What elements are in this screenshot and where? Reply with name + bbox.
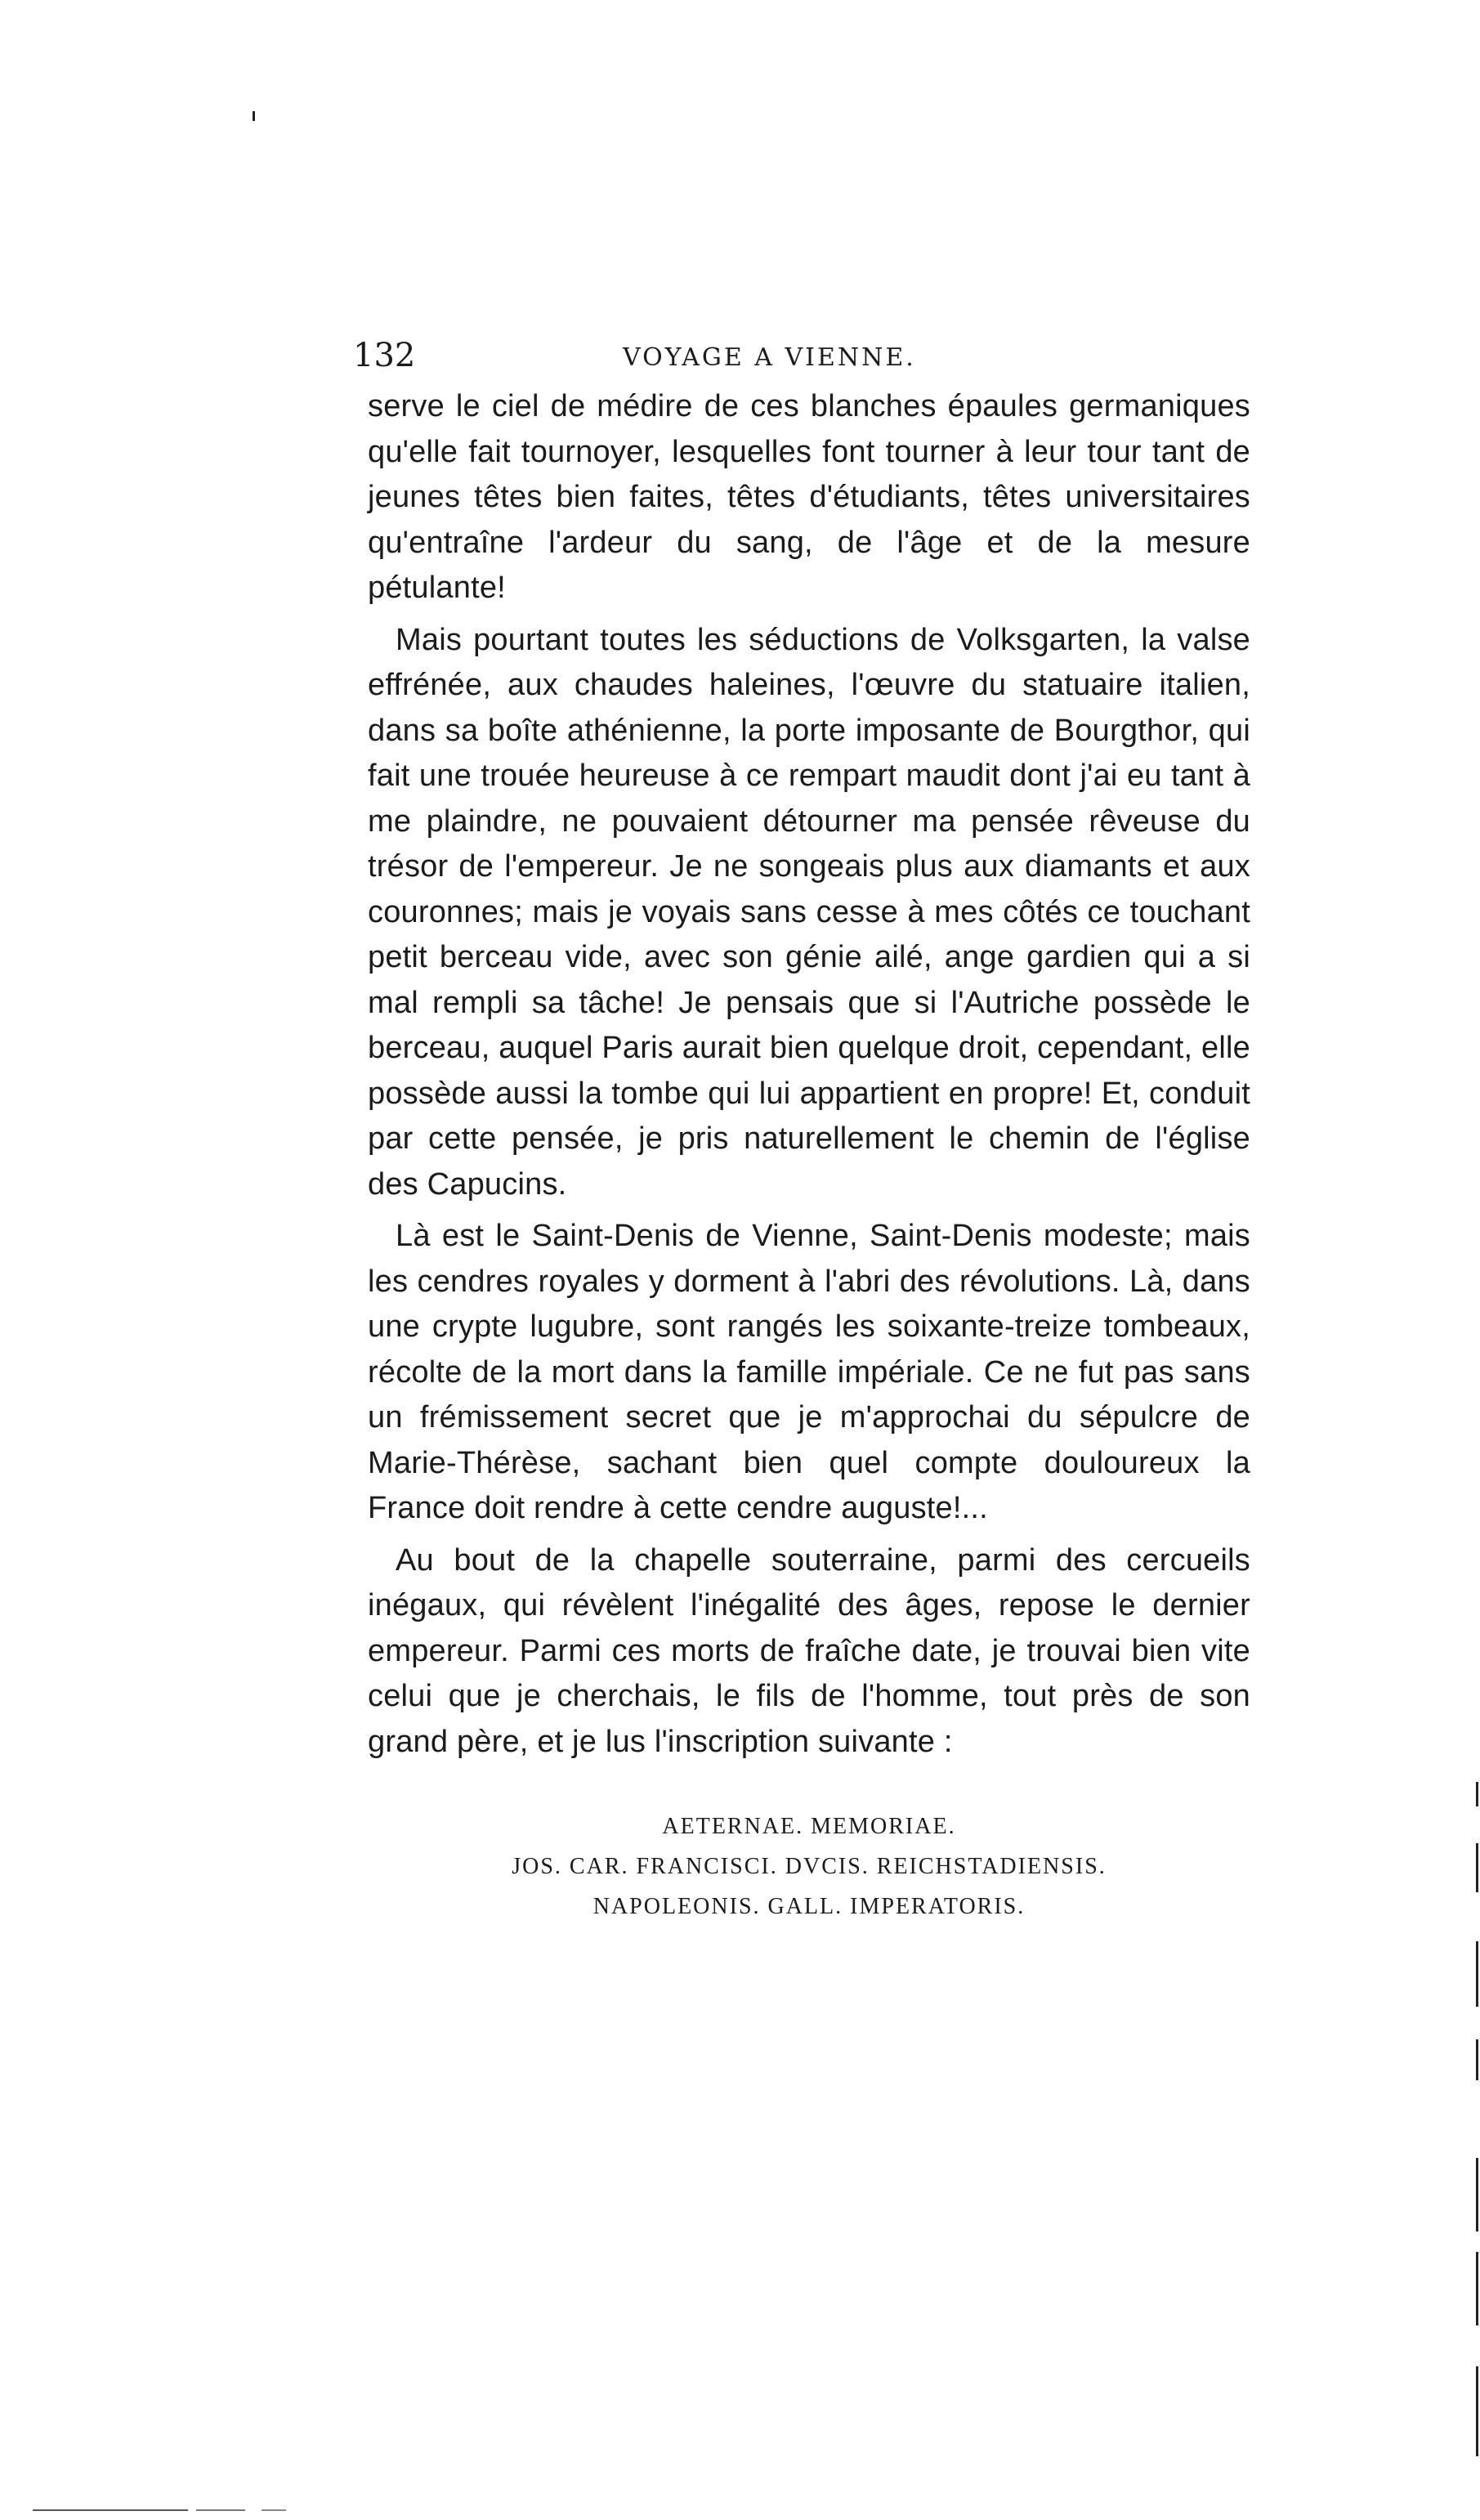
bottom-scan-mark (33, 2509, 188, 2511)
tomb-inscription (368, 1806, 1250, 1927)
scan-edge-mark (1476, 2158, 1478, 2231)
scan-edge-mark (1476, 1941, 1478, 2007)
inscription-line: AETERNAE. MEMORIAE. (662, 1814, 956, 1839)
inscription-line: JOS. CAR. FRANCISCI. DVCIS. REICHSTADIENSIS. (512, 1854, 1107, 1879)
scan-edge-mark (1476, 2366, 1478, 2456)
scan-edge-mark (1476, 2252, 1478, 2325)
bottom-scan-mark (262, 2509, 286, 2511)
page-header (353, 335, 1254, 384)
inscription-line: NAPOLEONIS. GALL. IMPERATORIS. (592, 1894, 1026, 1919)
bottom-scan-mark (196, 2509, 245, 2511)
paragraph-saint-denis: Là est le Saint-Denis de Vienne, Saint-Denis modeste; mais les cendres royales y dorment à l'abri des révolutions. Là, dans une crypte lugubre, sont rangés les soixante-treize tombeaux, récolte de la mort dans la famille impériale. Ce ne fut pas sans un frémissement secret que je m'approchai du sépulcre de Marie-Thérèse, sachant bien quel compte douloureux la France doit rendre à cette cendre auguste!... (368, 1219, 1250, 1525)
running-title: VOYAGE A VIENNE. (623, 343, 916, 372)
body-text (368, 384, 1250, 1765)
margin-speck (253, 111, 255, 121)
paragraph-chapelle: Au bout de la chapelle souterraine, parmi des cercueils inégaux, qui révèlent l'inégalité des âges, repose le dernier empereur. Parmi ces morts de fraîche date, je trouvai bien vite celui que je cherchais, le fils de l'homme, tout près de son grand père, et je lus l'inscription suivante : (368, 1542, 1250, 1759)
scan-edge-mark (1476, 2039, 1478, 2080)
paragraph-volksgarten: Mais pourtant toutes les séductions de Volksgarten, la valse effrénée, aux chaudes haleines, l'œuvre du statuaire italien, dans sa boîte athénienne, la porte imposante de Bourgthor, qui fait une trouée heureuse à ce rempart maudit dont j'ai eu tant à me plaindre, ne pouvaient détourner ma pensée rêveuse du trésor de l'empereur. Je ne songeais plus aux diamants et aux couronnes; mais je voyais sans cesse à mes côtés ce touchant petit berceau vide, avec son génie ailé, ange gardien qui a si mal rempli sa tâche! Je pensais que si l'Autriche possède le berceau, auquel Paris aurait bien quelque droit, cependant, elle possède aussi la tombe qui lui appartient en propre! Et, conduit par cette pensée, je pris naturellement le chemin de l'église des Capucins. (368, 622, 1250, 1202)
scan-edge-mark (1476, 1782, 1478, 1806)
page-number: 132 (353, 337, 416, 374)
paragraph-continuation: serve le ciel de médire de ces blanches épaules germaniques qu'elle fait tournoyer, lesquelles font tourner à leur tour tant de jeunes têtes bien faites, têtes d'étudiants, têtes universitaires qu'entraîne l'ardeur du sang, de l'âge et de la mesure pétulante! (368, 389, 1250, 605)
scan-edge-mark (1476, 1843, 1478, 1892)
